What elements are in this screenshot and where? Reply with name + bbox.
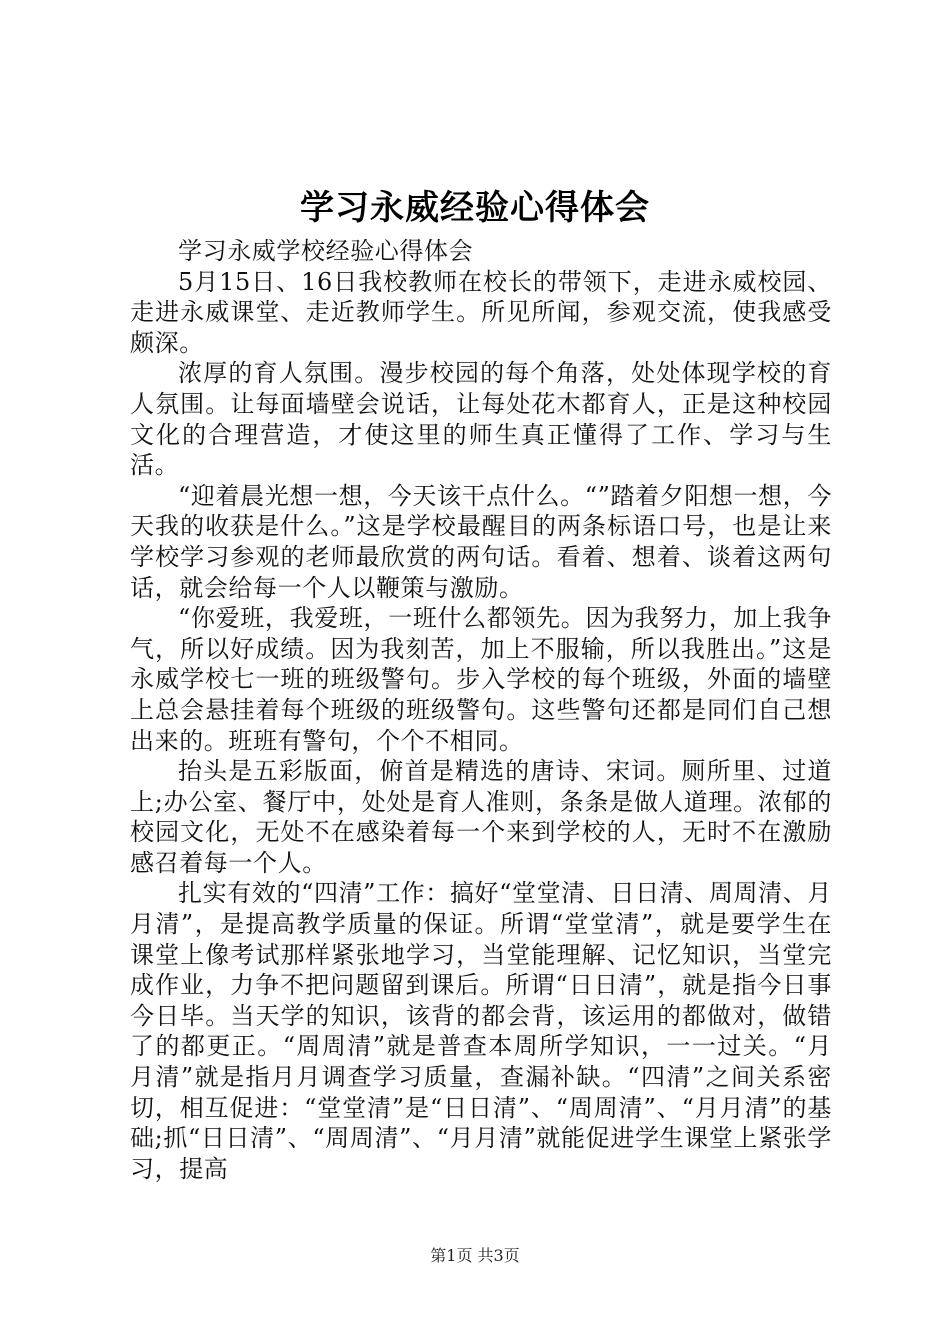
paragraph: “你爱班，我爱班，一班什么都领先。因为我努力，加上我争气，所以好成绩。因为我刻苦，加上不服输，所以我胜出。”这是永威学校七一班的班级警句。步入学校的每个班级，外面的墙壁上总会悬挂着每个班级的班级警句。这些警句还都是同们自己想出来的。班班有警句，个个不相同。 (130, 604, 832, 755)
paragraph: 扎实有效的“四清”工作：搞好“堂堂清、日日清、周周清、月月清”，是提高教学质量的保证。所谓“堂堂清”，就是要学生在课堂上像考试那样紧张地学习，当堂能理解、记忆知识，当堂完成作业，力争不把问题留到课后。所谓“日日清”，就是指今日事今日毕。当天学的知识，该背的都会背，该运用的都做对，做错了的都更正。“周周清”就是普查本周所学知识，一一过关。“月月清”就是指月月调查学习质量，查漏补缺。“四清”之间关系密切，相互促进：“堂堂清”是“日日清”、“周周清”、“月月清”的基础;抓“日日清”、“周周清”、“月月清”就能促进学生课堂上紧张学习，提高 (130, 879, 832, 1183)
paragraph-subtitle: 学习永威学校经验心得体会 (178, 237, 474, 265)
paragraph: 抬头是五彩版面，俯首是精选的唐诗、宋词。厕所里、过道上;办公室、餐厅中，处处是育人准则，条条是做人道理。浓郁的校园文化，无处不在感染着每一个来到学校的人，无时不在激励感召着每一个人。 (130, 757, 832, 877)
document-body (130, 236, 832, 1184)
page-number-footer: 第1页 共3页 (430, 1246, 520, 1265)
paragraph: “迎着晨光想一想，今天该干点什么。“”踏着夕阳想一想，今天我的收获是什么。”这是学校最醒目的两条标语口号，也是让来学校学习参观的老师最欣赏的两句话。看着、想着、谈着这两句话，就会给每一个人以鞭策与激励。 (130, 481, 832, 602)
paragraph: 浓厚的育人氛围。漫步校园的每个角落，处处体现学校的育人氛围。让每面墙壁会说话，让每处花木都育人，正是这种校园文化的合理营造，才使这里的师生真正懂得了工作、学习与生活。 (130, 359, 832, 480)
document-title: 学习永威经验心得体会 (300, 188, 650, 228)
paragraph: 5月15日、16日我校教师在校长的带领下，走进永威校园、走进永威课堂、走近教师学生。所见所闻，参观交流，使我感受颇深。 (130, 267, 832, 357)
